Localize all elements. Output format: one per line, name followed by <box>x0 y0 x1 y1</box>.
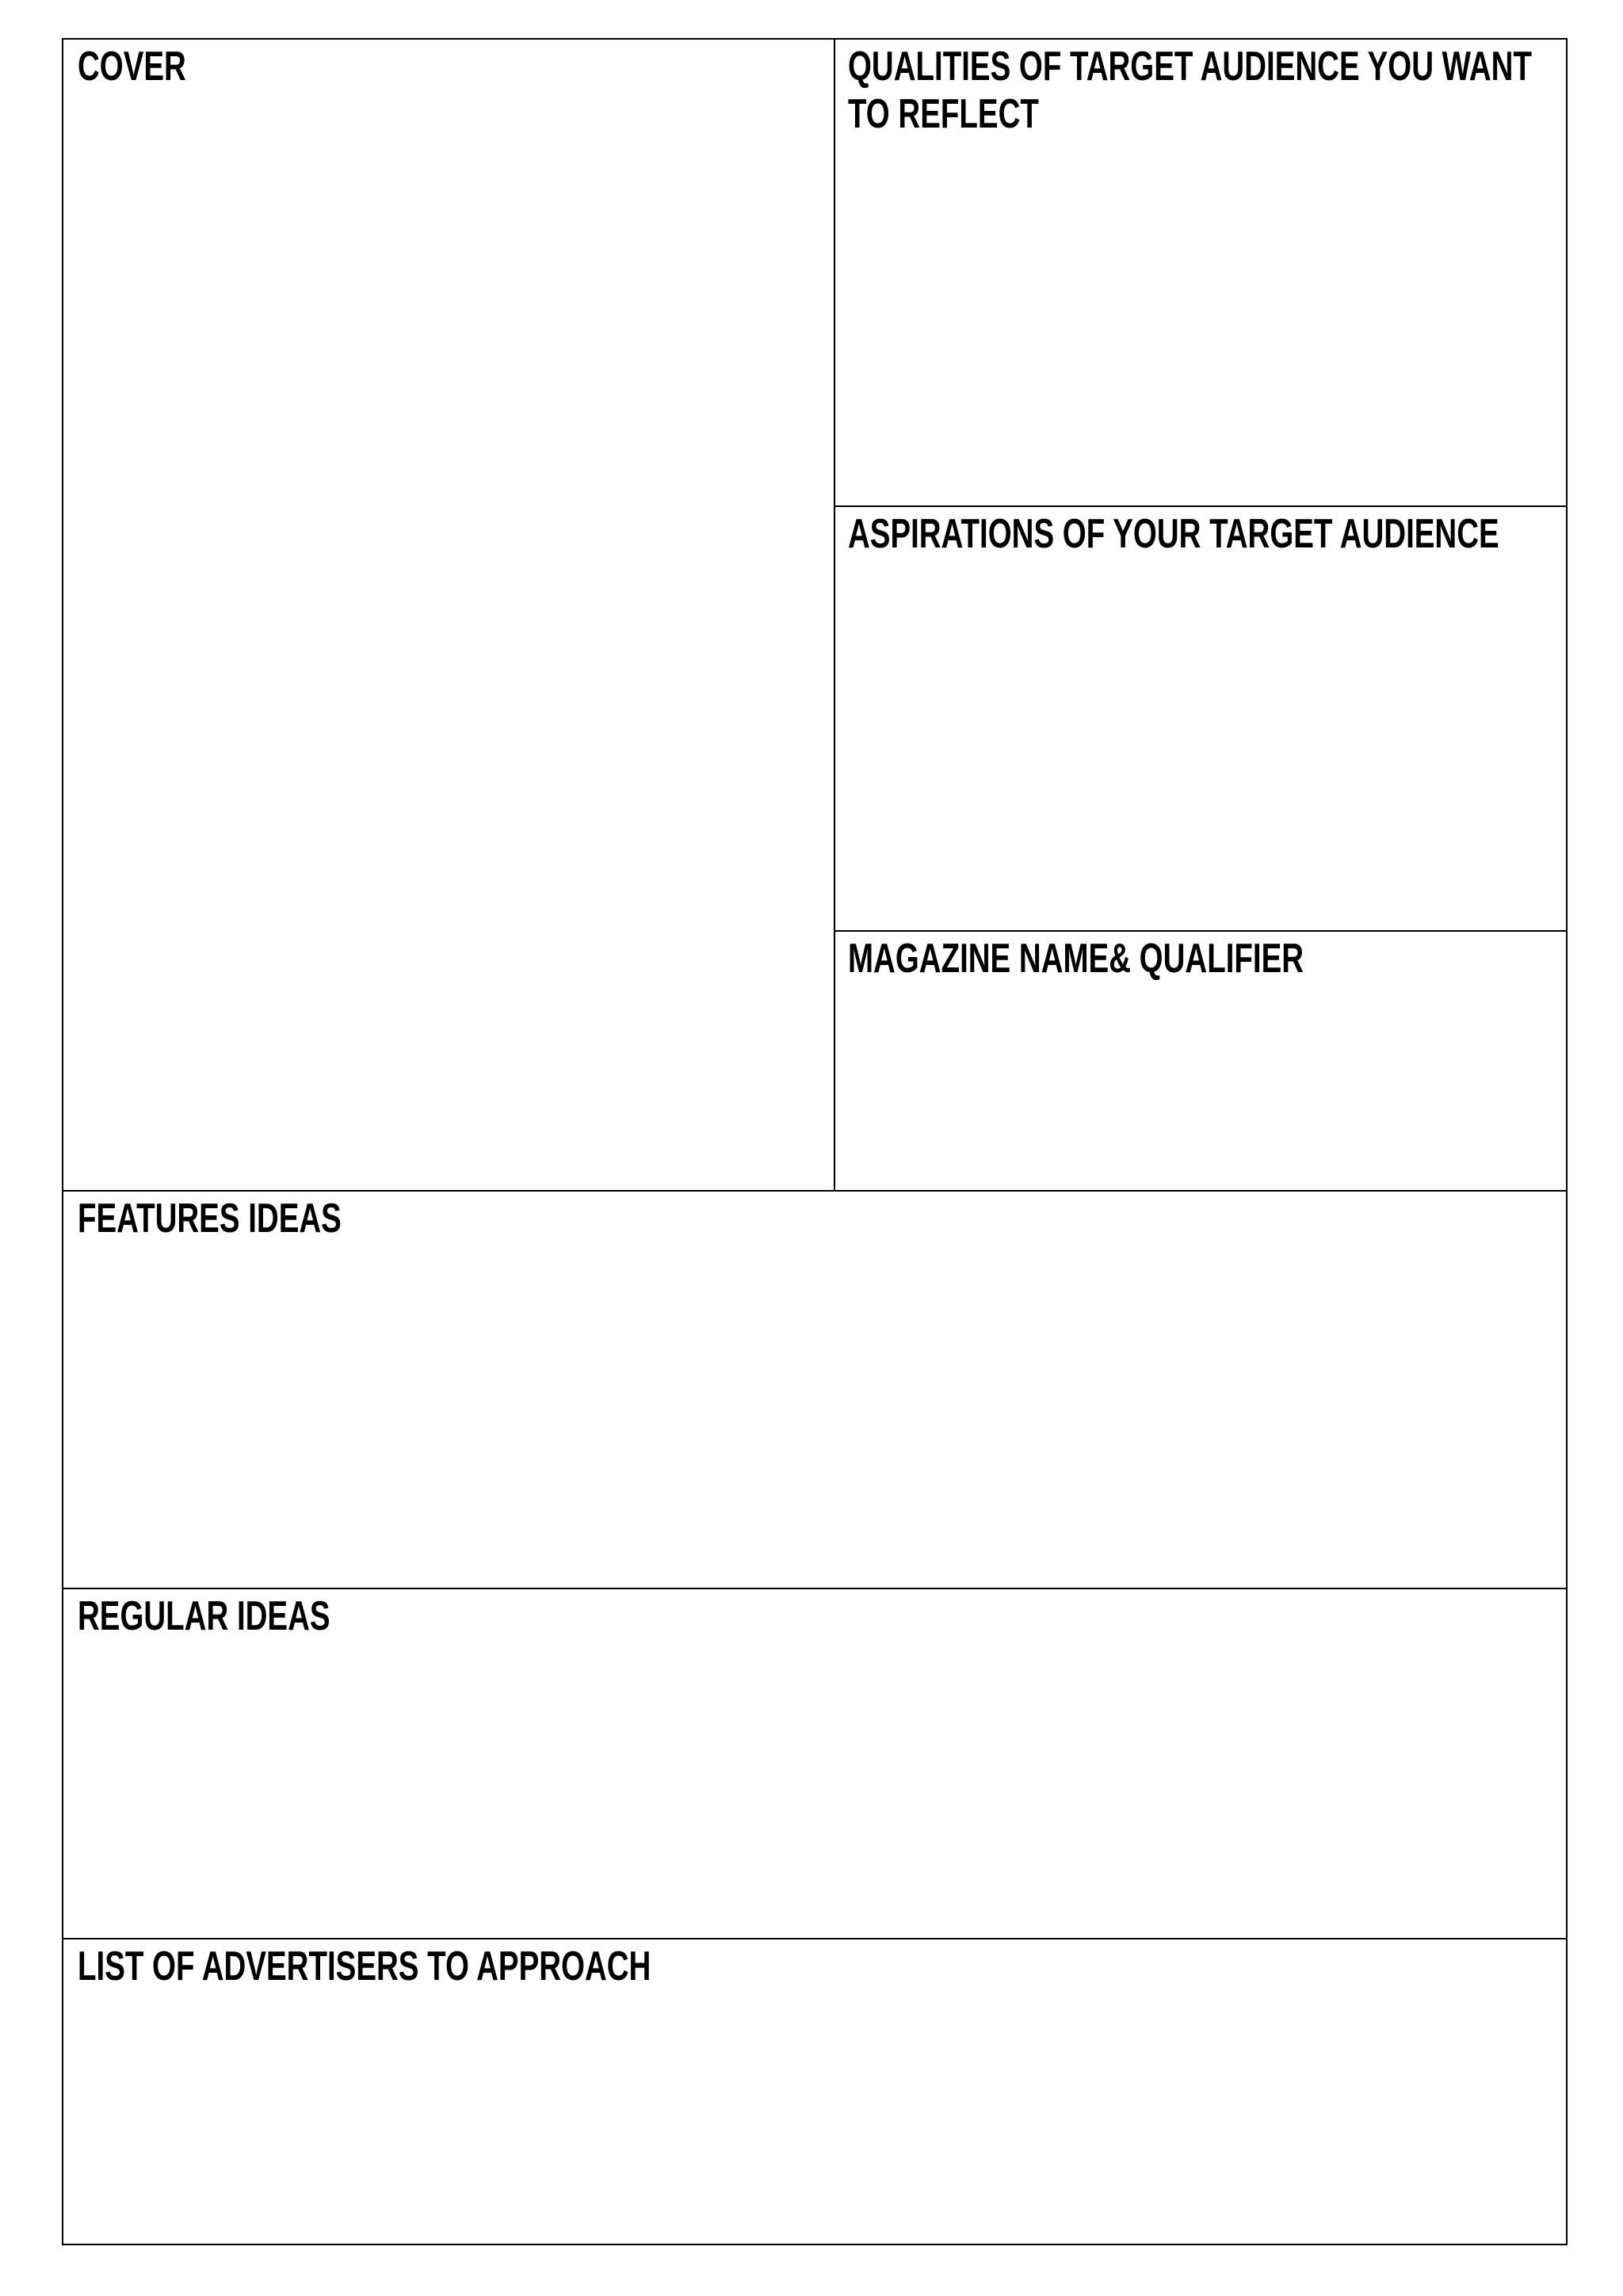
cover-box[interactable] <box>63 40 834 1190</box>
aspirations-box[interactable] <box>835 507 1568 930</box>
qualities-box[interactable] <box>835 40 1568 505</box>
aspirations-heading: ASPIRATIONS OF YOUR TARGET AUDIENCE <box>848 511 1499 557</box>
regular-box[interactable] <box>63 1589 1568 1938</box>
advertisers-heading: LIST OF ADVERTISERS TO APPROACH <box>78 1943 651 1989</box>
advertisers-box[interactable] <box>63 1939 1568 2245</box>
magazine-name-box[interactable] <box>835 932 1568 1190</box>
cover-heading: COVER <box>78 44 186 90</box>
planning-sheet <box>62 38 1568 2245</box>
qualities-heading: QUALITIES OF TARGET AUDIENCE YOU WANT TO REFLECT <box>848 44 1532 137</box>
magazine-name-heading: MAGAZINE NAME& QUALIFIER <box>848 936 1304 982</box>
regular-heading: REGULAR IDEAS <box>78 1593 330 1639</box>
features-heading: FEATURES IDEAS <box>78 1196 342 1241</box>
features-box[interactable] <box>63 1192 1568 1588</box>
